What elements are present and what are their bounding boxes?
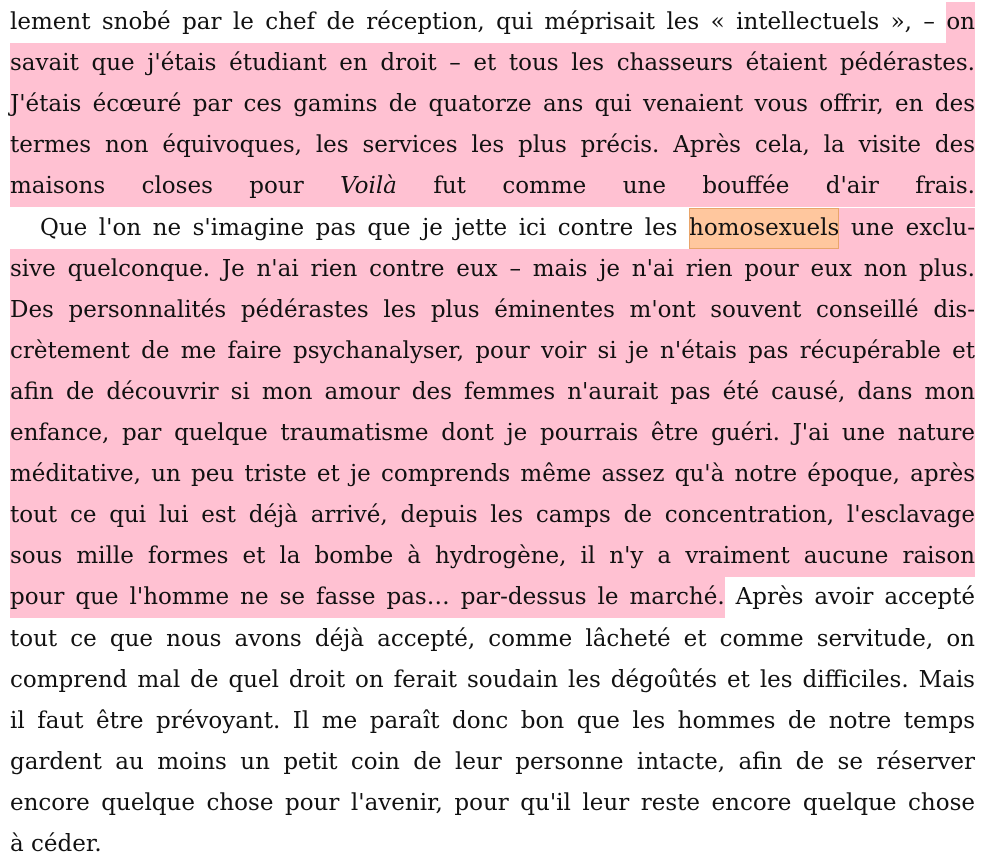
highlighted-text: une exclu- — [839, 208, 975, 249]
text-line — [10, 166, 975, 207]
highlighted-text: sous mille formes et la bombe à hydrogène, il n'y a vraiment aucune raison — [10, 536, 975, 577]
text-line — [10, 660, 975, 701]
text-line — [10, 84, 975, 125]
plain-text: à céder. — [10, 831, 102, 857]
text-line — [10, 125, 975, 166]
text-line — [40, 208, 975, 249]
selected-word-highlight: homosexuels — [689, 208, 839, 249]
highlighted-text: méditative, un peu triste et je comprends même assez qu'à notre époque, après — [10, 454, 975, 495]
plain-text: tout ce que nous avons déjà accepté, comme lâcheté et comme servitude, on — [10, 625, 975, 652]
highlighted-text: pour que l'homme ne se fasse pas… par-dessus le marché. — [10, 577, 725, 618]
highlighted-text: maisons closes pour — [10, 166, 340, 207]
highlighted-text: sive quelconque. Je n'ai rien contre eux – mais je n'ai rien pour eux non plus. — [10, 249, 975, 290]
plain-text: encore quelque chose pour l'avenir, pour qu'il leur reste encore quelque chose — [10, 789, 975, 816]
highlighted-text: savait que j'étais étudiant en droit – et tous les chasseurs étaient pédérastes. — [10, 43, 975, 84]
text-line — [10, 290, 975, 331]
text-line — [10, 249, 975, 290]
highlighted-text: Des personnalités pédérastes les plus éminentes m'ont souvent conseillé dis- — [10, 290, 975, 331]
highlighted-text: afin de découvrir si mon amour des femmes n'aurait pas été causé, dans mon — [10, 372, 975, 413]
highlighted-italic-text: Voilà — [340, 166, 397, 207]
plain-text: Que l'on ne s'imagine pas que je jette ici contre les — [40, 214, 690, 241]
highlighted-text: on — [946, 2, 975, 43]
plain-text: il faut être prévoyant. Il me paraît donc bon que les hommes de notre temps — [10, 707, 975, 734]
text-line — [10, 824, 102, 865]
highlighted-text: fut comme une bouffée d'air frais. — [397, 166, 975, 207]
text-line — [10, 701, 975, 742]
text-line — [10, 372, 975, 413]
text-line — [10, 577, 975, 618]
plain-text: lement snobé par le chef de réception, qui méprisait les « intellectuels », – — [10, 9, 947, 35]
text-line — [10, 536, 975, 577]
text-line — [10, 2, 975, 43]
highlighted-text: enfance, par quelque traumatisme dont je pourrais être guéri. J'ai une nature — [10, 413, 975, 454]
text-line — [10, 454, 975, 495]
text-line — [10, 619, 975, 660]
plain-text: Après avoir accepté — [724, 584, 976, 611]
highlighted-text: tout ce qui lui est déjà arrivé, depuis les camps de concentration, l'esclavage — [10, 495, 975, 536]
highlighted-text: termes non équivoques, les services les plus précis. Après cela, la visite des — [10, 125, 975, 166]
text-line — [10, 742, 975, 783]
text-line — [10, 495, 975, 536]
text-line — [10, 413, 975, 454]
text-line — [10, 783, 975, 824]
highlighted-text: crètement de me faire psychanalyser, pour voir si je n'étais pas récupérable et — [10, 331, 975, 372]
text-line — [10, 43, 975, 84]
plain-text: comprend mal de quel droit on ferait soudain les dégoûtés et les difficiles. Mais — [10, 666, 975, 693]
highlighted-text: J'étais écœuré par ces gamins de quatorze ans qui venaient vous offrir, en des — [10, 84, 975, 125]
plain-text: gardent au moins un petit coin de leur personne intacte, afin de se réserver — [10, 748, 975, 775]
text-line — [10, 331, 975, 372]
